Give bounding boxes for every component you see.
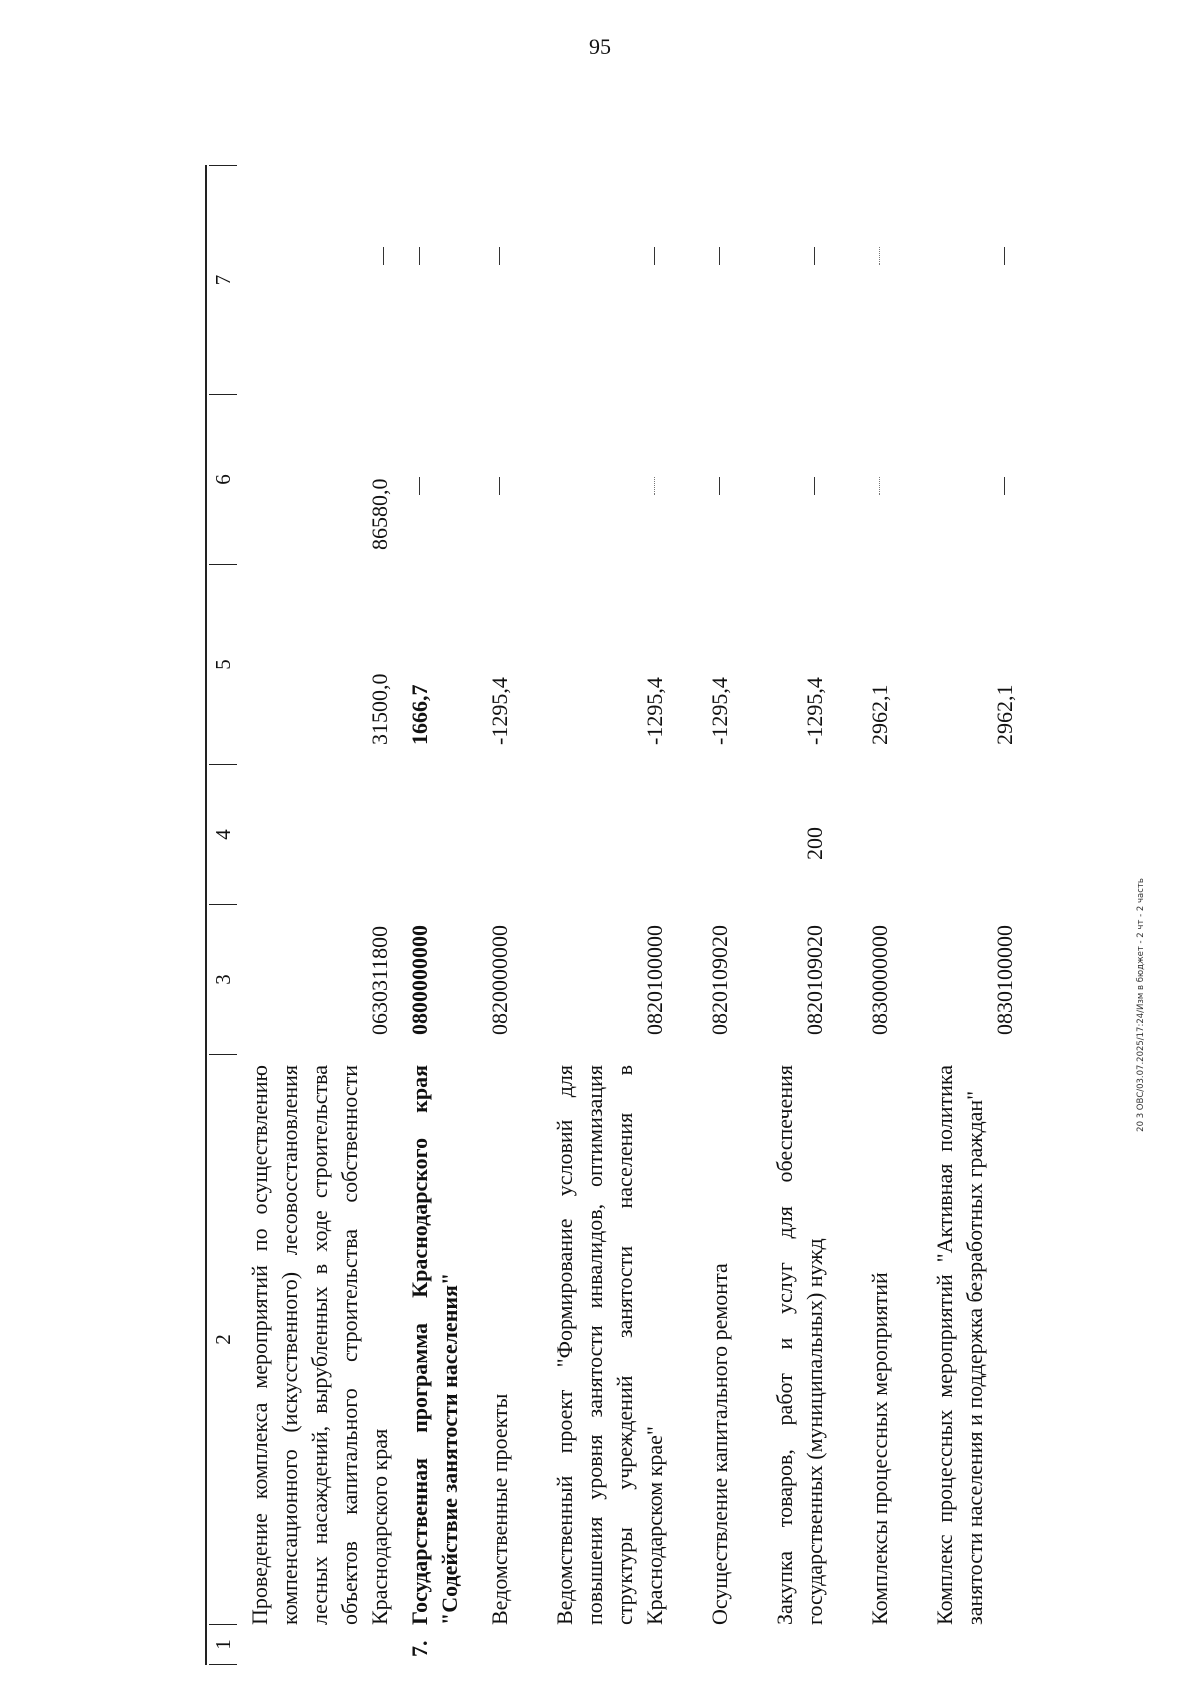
row-description: Государственная программа Краснодарского края "Содействие занятости населения" xyxy=(407,1065,462,1625)
empty-cell-dash xyxy=(419,477,420,495)
empty-cell-dash xyxy=(654,477,655,495)
empty-cell-dash xyxy=(879,477,880,495)
empty-cell-dash xyxy=(814,247,815,265)
footer-stamp: 20 3 ОВС/03.07.2025/17:24/Изм в бюджет - 2 чт - 2 часть xyxy=(1136,878,1146,1132)
empty-cell-dash xyxy=(1004,477,1005,495)
row-code: 0800000000 xyxy=(407,925,432,1035)
row-code: 0820109020 xyxy=(707,925,732,1035)
column-header-4: 4 xyxy=(209,765,237,905)
column-header-2: 2 xyxy=(209,1055,237,1625)
empty-cell-dash xyxy=(1004,247,1005,265)
column-header-3: 3 xyxy=(209,905,237,1055)
row-code: 0820100000 xyxy=(642,925,667,1035)
empty-cell-dash xyxy=(879,247,880,265)
row-description: Ведомственный проект "Формирование условий для повышения уровня занятости инвалидов, оптимизация структуры учреждений занятости населения в Краснодарском крае" xyxy=(552,1065,667,1625)
row-description: Закупка товаров, работ и услуг для обеспечения государственных (муниципальных) нужд xyxy=(772,1065,827,1625)
row-amount2: 86580,0 xyxy=(367,478,392,550)
row-description: Комплекс процессных мероприятий "Активная политика занятости населения и поддержка безработных граждан" xyxy=(932,1065,987,1625)
row-amount: 1666,7 xyxy=(407,684,432,745)
row-code: 0630311800 xyxy=(367,925,392,1035)
row-description: Комплексы процессных мероприятий xyxy=(867,1272,892,1625)
section-number: 7. xyxy=(407,1640,432,1657)
row-amount: -1295,4 xyxy=(802,677,827,745)
column-header-5: 5 xyxy=(209,565,237,765)
column-header-6: 6 xyxy=(209,395,237,565)
row-description: Осуществление капитального ремонта xyxy=(707,1263,732,1625)
row-amount: 2962,1 xyxy=(992,684,1017,745)
empty-cell-dash xyxy=(499,247,500,265)
row-code: 0830100000 xyxy=(992,925,1017,1035)
row-amount: -1295,4 xyxy=(707,677,732,745)
row-description: Проведение комплекса мероприятий по осуществлению компенсационного (искусственного) лесовосстановления лесных насаждений, вырубленных в ходе строительства объектов капитального строительства собственности Краснодарского края xyxy=(247,1065,392,1625)
column-header-1: 1 xyxy=(209,1625,237,1665)
page-number: 95 xyxy=(589,34,611,59)
row-amount: -1295,4 xyxy=(487,677,512,745)
table-header xyxy=(205,165,239,1665)
row-amount: 31500,0 xyxy=(367,673,392,745)
empty-cell-dash xyxy=(499,477,500,495)
row-amount: -1295,4 xyxy=(642,677,667,745)
empty-cell-dash xyxy=(719,477,720,495)
row-type: 200 xyxy=(802,827,827,860)
row-description: Ведомственные проекты xyxy=(487,1393,512,1625)
empty-cell-dash xyxy=(814,477,815,495)
row-code: 0830000000 xyxy=(867,925,892,1035)
empty-cell-dash xyxy=(654,247,655,265)
row-amount: 2962,1 xyxy=(867,684,892,745)
column-header-7: 7 xyxy=(209,165,237,395)
empty-cell-dash xyxy=(719,247,720,265)
empty-cell-dash xyxy=(419,247,420,265)
row-code: 0820109020 xyxy=(802,925,827,1035)
empty-cell-dash xyxy=(383,247,384,265)
row-code: 0820000000 xyxy=(487,925,512,1035)
rotated-table xyxy=(205,165,1135,1665)
